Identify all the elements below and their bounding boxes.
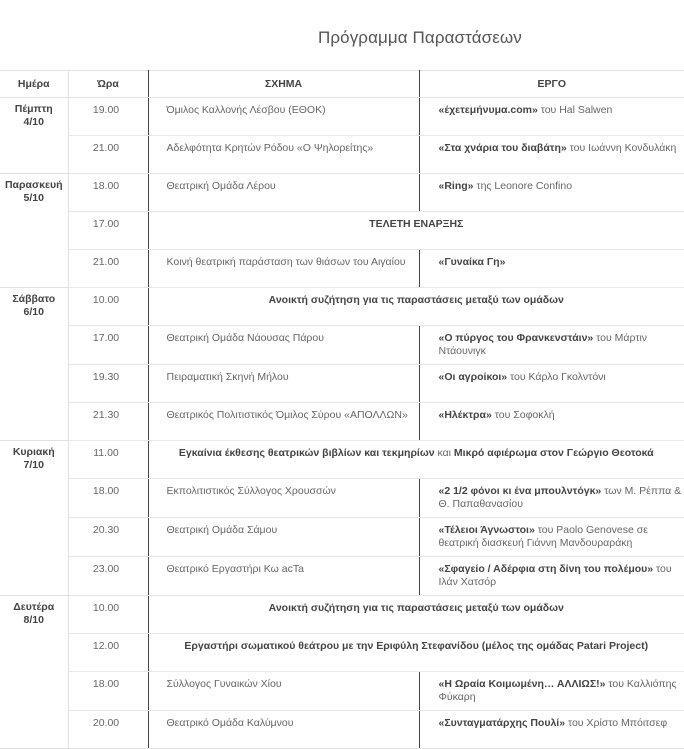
event-text: Εγκαίνια έκθεσης θεατρικών βιβλίων και τεκμηρίων: [178, 447, 435, 459]
group-cell: Θεατρική Ομάδα Σάμου: [148, 518, 419, 557]
play-cell: [419, 557, 684, 596]
play-author: του Μάρτιν Ντάουνιγκ: [438, 332, 648, 357]
day-name: Σάββατο: [12, 293, 56, 305]
group-cell: Σύλλογος Γυναικών Χίου: [148, 672, 419, 711]
header-day: Ημέρα: [0, 71, 68, 98]
day-date: 7/10: [23, 459, 44, 471]
play-cell: [419, 518, 684, 557]
play-author: του Ιλάν Χατσόρ: [438, 563, 672, 588]
event-connector: και: [434, 447, 454, 459]
time-cell: 21.00: [68, 250, 148, 288]
day-date: 8/10: [23, 614, 44, 626]
time-cell: 21.30: [68, 403, 148, 441]
table-row: [0, 326, 684, 365]
time-cell: 12.00: [68, 634, 148, 672]
time-cell: 18.00: [68, 672, 148, 711]
play-title: «Οι αγροίκοι»: [438, 371, 508, 383]
play-title: «έχετεμήνυμα.com»: [438, 104, 538, 116]
play-author: του Καλλιόπης Φύκαρη: [438, 678, 677, 703]
table-row: [0, 136, 684, 174]
time-cell: 18.00: [68, 174, 148, 212]
table-row: [0, 403, 684, 441]
play-title: «Γυναίκα Γη»: [438, 256, 506, 268]
group-cell: Όμιλος Καλλονής Λέσβου (ΕΘΟΚ): [148, 98, 419, 136]
table-row: [0, 174, 684, 212]
header-group: ΣΧΗΜΑ: [148, 71, 419, 98]
time-cell: 10.00: [68, 596, 148, 634]
event-text-2: Μικρό αφιέρωμα στον Γεώργιο Θεοτοκά: [453, 447, 654, 459]
play-title: «2 1/2 φόνοι κι ένα μπουλντόγκ»: [438, 485, 602, 497]
time-cell: 10.00: [68, 288, 148, 326]
header-row: [0, 71, 684, 98]
event-cell: [148, 596, 684, 634]
table-row: [0, 98, 684, 136]
play-cell: [419, 479, 684, 518]
play-cell: [419, 98, 684, 136]
day-cell: [0, 288, 68, 441]
time-cell: 21.00: [68, 136, 148, 174]
play-title: «Ring»: [438, 180, 474, 192]
day-cell: [0, 441, 68, 596]
header-time: Ώρα: [68, 71, 148, 98]
day-cell: [0, 98, 68, 174]
day-cell: [0, 174, 68, 288]
play-title: «Η Ωραία Κοιμωμένη… ΑΛΛΙΩΣ!»: [438, 678, 606, 690]
play-title: «Στα χνάρια του διαβάτη»: [438, 142, 567, 154]
play-title: «Συνταγματάρχης Πουλί»: [438, 717, 566, 729]
table-row: [0, 672, 684, 711]
event-cell: [148, 288, 684, 326]
time-cell: 17.00: [68, 326, 148, 365]
table-row: [0, 518, 684, 557]
time-cell: 18.00: [68, 479, 148, 518]
play-author: του Σοφοκλή: [491, 409, 555, 421]
table-row: [0, 557, 684, 596]
group-cell: Εκπολιτιστικός Σύλλογος Χρουσσών: [148, 479, 419, 518]
play-cell: [419, 136, 684, 174]
event-cell: [148, 441, 684, 479]
time-cell: 17.00: [68, 212, 148, 250]
play-title: «Ο πύργος του Φρανκενστάιν»: [438, 332, 594, 344]
group-cell: Πειραματική Σκηνή Μήλου: [148, 365, 419, 403]
table-row: [0, 288, 684, 326]
event-text: Ανοικτή συζήτηση για τις παραστάσεις μεταξύ των ομάδων: [268, 602, 564, 614]
play-title: «Τέλειοι Άγνωστοι»: [438, 524, 535, 536]
play-cell: [419, 672, 684, 711]
play-cell: [419, 250, 684, 288]
play-author: του Χρίστο Μπόιτσεφ: [565, 717, 668, 729]
group-cell: Αδελφότητα Κρητών Ρόδου «Ο Ψηλορείτης»: [148, 136, 419, 174]
group-cell: Θεατρική Ομάδα Νάουσας Πάρου: [148, 326, 419, 365]
play-cell: [419, 711, 684, 749]
day-name: Πέμπτη: [14, 103, 53, 115]
time-cell: 19.30: [68, 365, 148, 403]
event-text: ΤΕΛΕΤΗ ΕΝΑΡΞΗΣ: [369, 218, 464, 230]
play-author: του Paolo Genovese σε θεατρική διασκευή Γιάννη Μανδουραράκη: [438, 524, 648, 549]
table-row: [0, 596, 684, 634]
group-cell: Θεατρικός Πολιτιστικός Όμιλος Σύρου «ΑΠΟΛΛΩΝ»: [148, 403, 419, 441]
table-row: [0, 212, 684, 250]
play-cell: [419, 365, 684, 403]
group-cell: Θεατρικό Εργαστήρι Κω acTa: [148, 557, 419, 596]
day-name: Κυριακή: [12, 446, 55, 458]
time-cell: 19.00: [68, 98, 148, 136]
time-cell: 20.30: [68, 518, 148, 557]
group-cell: Θεατρικό Ομάδα Καλύμνου: [148, 711, 419, 749]
page-title: Πρόγραμμα Παραστάσεων: [318, 28, 522, 47]
play-cell: [419, 174, 684, 212]
group-cell: Θεατρική Ομάδα Λέρου: [148, 174, 419, 212]
group-cell: Κοινή θεατρική παράσταση των θιάσων του Αιγαίου: [148, 250, 419, 288]
play-author: του Hal Salwen: [537, 104, 613, 116]
time-cell: 11.00: [68, 441, 148, 479]
play-author: του Κάρλο Γκολντόνι: [507, 371, 606, 383]
day-name: Δευτέρα: [13, 601, 55, 613]
event-cell: [148, 634, 684, 672]
play-cell: [419, 403, 684, 441]
table-row: [0, 441, 684, 479]
play-author: του Ιωάννη Κονδυλάκη: [566, 142, 677, 154]
play-title: «Ηλέκτρα»: [438, 409, 492, 421]
day-date: 6/10: [23, 306, 44, 318]
time-cell: 23.00: [68, 557, 148, 596]
table-row: [0, 250, 684, 288]
event-text: Ανοικτή συζήτηση για τις παραστάσεις μεταξύ των ομάδων: [268, 294, 564, 306]
day-date: 4/10: [23, 116, 44, 128]
event-cell: [148, 212, 684, 250]
time-cell: 20.00: [68, 711, 148, 749]
table-row: [0, 711, 684, 749]
header-play: ΕΡΓΟ: [419, 71, 684, 98]
day-date: 5/10: [23, 192, 44, 204]
day-name: Παρασκευή: [4, 179, 63, 191]
play-cell: [419, 326, 684, 365]
play-author: των Μ. Ρέππα & Θ. Παπαθανασίου: [438, 485, 682, 510]
table-row: [0, 479, 684, 518]
schedule-body: [0, 98, 684, 749]
play-title: «Σφαγείο / Αδέρφια στη δίνη του πολέμου»: [438, 563, 654, 575]
schedule-table: [0, 70, 684, 749]
day-cell: [0, 596, 68, 749]
table-row: [0, 365, 684, 403]
play-author: της Leonore Confino: [473, 180, 573, 192]
table-row: [0, 634, 684, 672]
event-text: Εργαστήρι σωματικού θεάτρου με την Εριφύλη Στεφανίδου (μέλος της ομάδας Patari Project): [184, 640, 649, 652]
